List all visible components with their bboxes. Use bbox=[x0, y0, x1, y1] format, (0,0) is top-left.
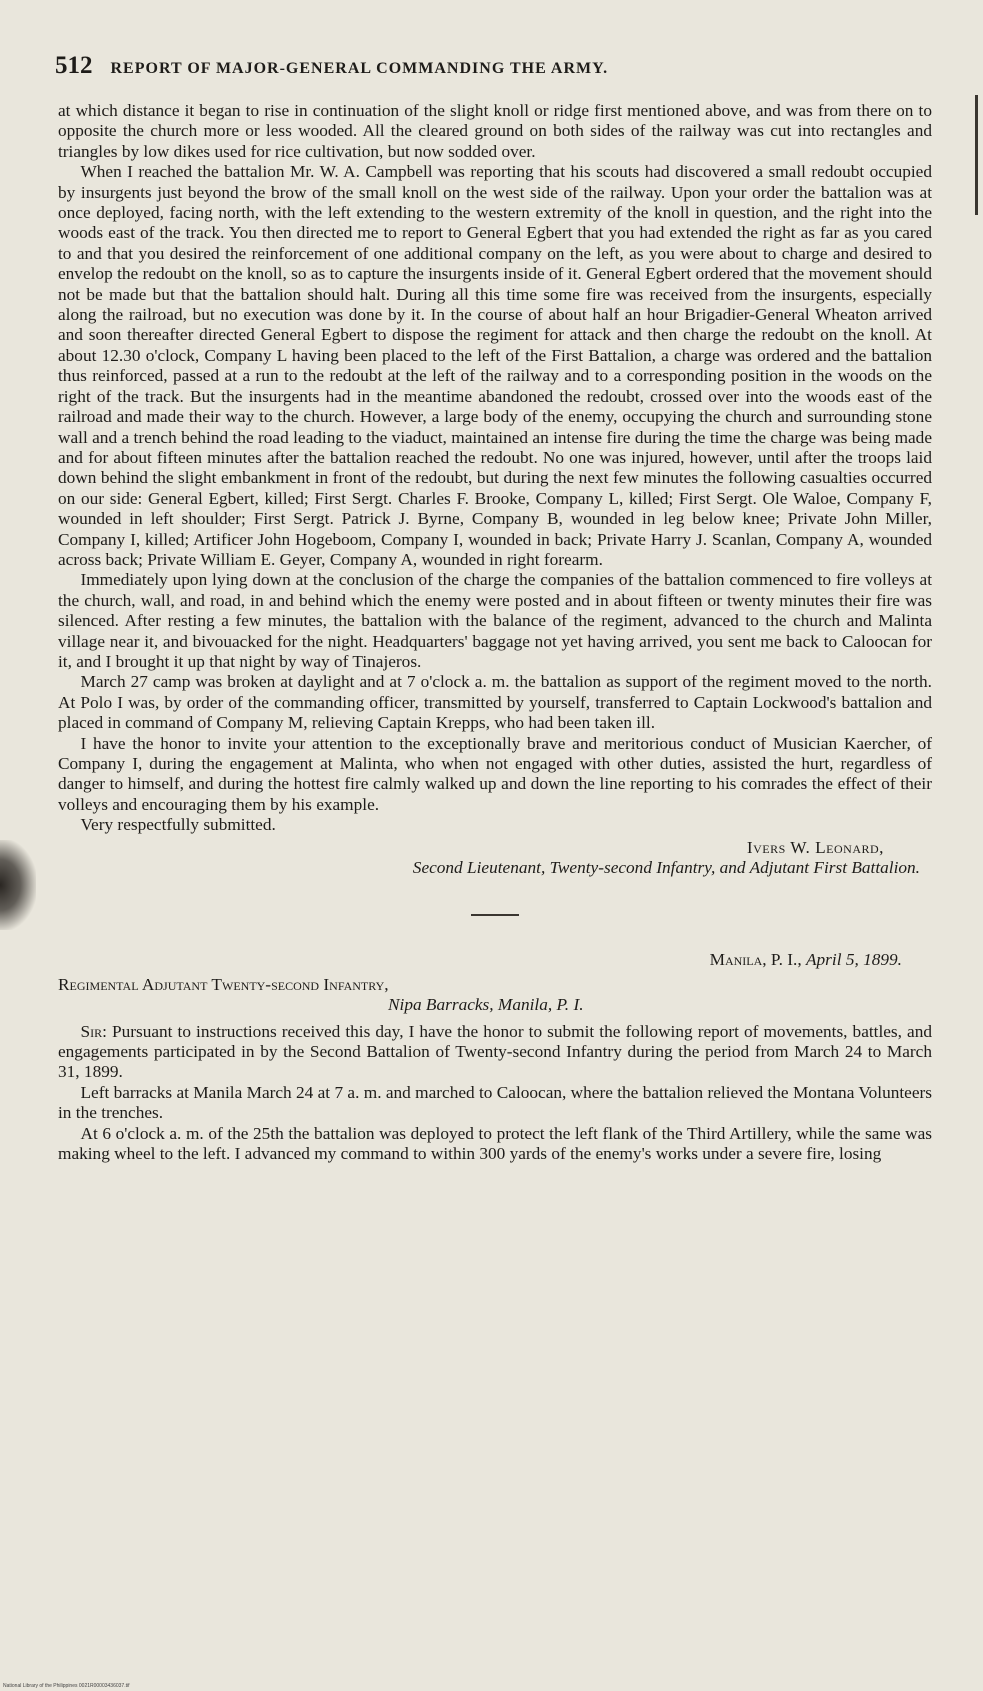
page-binding-shadow bbox=[0, 840, 36, 930]
second-report-paragraph-2: Left barracks at Manila March 24 at 7 a. m. and marched to Caloocan, where the battalion relieved the Montana Volunteers in the trenches. bbox=[58, 1082, 932, 1123]
paragraph-1: at which distance it began to rise in continuation of the slight knoll or ridge first mentioned above, and was from there on to opposite the church more or less wooded. All the cleared ground on both sides of the railway was cut into rectangles and triangles by low dikes used for rice cultivation, but now sodded over. bbox=[58, 101, 932, 161]
signature-title: Second Lieutenant, Twenty-second Infantry, and Adjutant First Battalion. bbox=[412, 858, 920, 878]
dateline-place: Manila, P. I., bbox=[709, 950, 802, 970]
paragraph-2: When I reached the battalion Mr. W. A. Campbell was reporting that his scouts had discovered a small redoubt occupied by insurgents just beyond the brow of the small knoll on the west side of the railway. Upon your order the battalion was at once deployed, facing north, with the left extending to the western extremity of the knoll in question, and the right into the woods east of the track. You then directed me to report to General Egbert that you had extended the right as far as you cared to and that you desired the reinforcement of one additional company on the left, as you were about to charge and desired to envelop the redoubt on the knoll, so as to capture the insurgents inside of it. General Egbert ordered that the movement should not be made but that the battalion should halt. During all this time some fire was received from the insurgents, especially along the railroad, but no execution was done by it. In the course of about half an hour Brigadier-General Wheaton arrived and soon thereafter directed General Egbert to dispose the regiment for attack and then charge the redoubt on the knoll. At about 12.30 o'clock, Company L having been placed to the left of the First Battalion, a charge was ordered and the battalion thus reinforced, passed at a run to the redoubt at the left of the railway and to a corresponding position in the woods on the right of the track. But the insurgents had in the meantime abandoned the redoubt, crossed over into the woods east of the railroad and made their way to the church. However, a large body of the enemy, occupying the church and surrounding stone wall and a trench behind the road leading to the viaduct, maintained an intense fire during the time the charge was being made and for about fifteen minutes after the battalion reached the redoubt. No one was injured, however, until after the troops laid down behind the slight embankment in front of the redoubt, but during the next few minutes the following casualties occurred on our side: General Egbert, killed; First Sergt. Charles F. Brooke, Company L, killed; First Sergt. Ole Waloe, Company F, wounded in left shoulder; First Sergt. Patrick J. Byrne, Company B, wounded in leg below knee; Private John Miller, Company I, killed; Artificer John Hogeboom, Company I, wounded in back; Private Harry J. Scanlan, Company A, wounded across back; Private William E. Geyer, Company A, wounded in right forearm. bbox=[58, 162, 932, 569]
section-divider bbox=[471, 914, 519, 916]
signature-block bbox=[58, 838, 932, 858]
addressee: Regimental Adjutant Twenty-second Infantry, bbox=[58, 974, 389, 994]
second-report-paragraph-3: At 6 o'clock a. m. of the 25th the battalion was deployed to protect the left flank of the Third Artillery, while the same was making wheel to the left. I advanced my command to within 300 yards of the enemy's works under a severe fire, losing bbox=[58, 1123, 932, 1164]
scan-credit: National Library of the Philippines 0021R00003436037.tif bbox=[3, 1683, 130, 1689]
paragraph-5: I have the honor to invite your attention to the exceptionally brave and meritorious conduct of Musician Kaercher, of Company I, during the engagement at Malinta, who when not engaged with other duties, assisted the hurt, regardless of danger to himself, and during the hottest fire calmly walked up and down the line reporting to his comrades the effect of their volleys and encouraging them by his example. bbox=[58, 733, 932, 814]
paragraph-3: Immediately upon lying down at the conclusion of the charge the companies of the battalion commenced to fire volleys at the church, wall, and road, in and behind which the enemy were posted and in about fifteen or twenty minutes their fire was silenced. After resting a few minutes, the battalion with the balance of the regiment, advanced to the church and Malinta village near it, and bivouacked for the night. Headquarters' baggage not yet having arrived, you sent me back to Caloocan for it, and I brought it up that night by way of Tinajeros. bbox=[58, 570, 932, 671]
signature-name: Ivers W. Leonard, bbox=[746, 837, 884, 857]
paragraph-4: March 27 camp was broken at daylight and at 7 o'clock a. m. the battalion as support of the regiment moved to the north. At Polo I was, by order of the commanding officer, transmitted by yourself, transferred to Captain Lockwood's battalion and placed in command of Company M, relieving Captain Krepps, who had been taken ill. bbox=[58, 672, 932, 733]
page-number: 512 bbox=[55, 52, 93, 79]
page-edge-mark bbox=[975, 95, 978, 215]
salutation: Sir: bbox=[80, 1021, 107, 1041]
closing-line: Very respectfully submitted. bbox=[80, 815, 276, 835]
running-head: REPORT OF MAJOR-GENERAL COMMANDING THE ARMY. bbox=[110, 60, 609, 77]
dateline bbox=[58, 950, 932, 970]
second-report-paragraph-1 bbox=[58, 1022, 932, 1083]
second-report-paragraph-1-text: Pursuant to instructions received this day, I have the honor to submit the following report of movements, battles, and engagements participated in by the Second Battalion of Twenty-second Infantry during the period from March 24 to March 31, 1899. bbox=[58, 1021, 932, 1082]
page-header bbox=[55, 52, 935, 80]
report-body bbox=[58, 101, 932, 1165]
address-line: Nipa Barracks, Manila, P. I. bbox=[388, 995, 584, 1015]
dateline-date: April 5, 1899. bbox=[805, 950, 902, 970]
